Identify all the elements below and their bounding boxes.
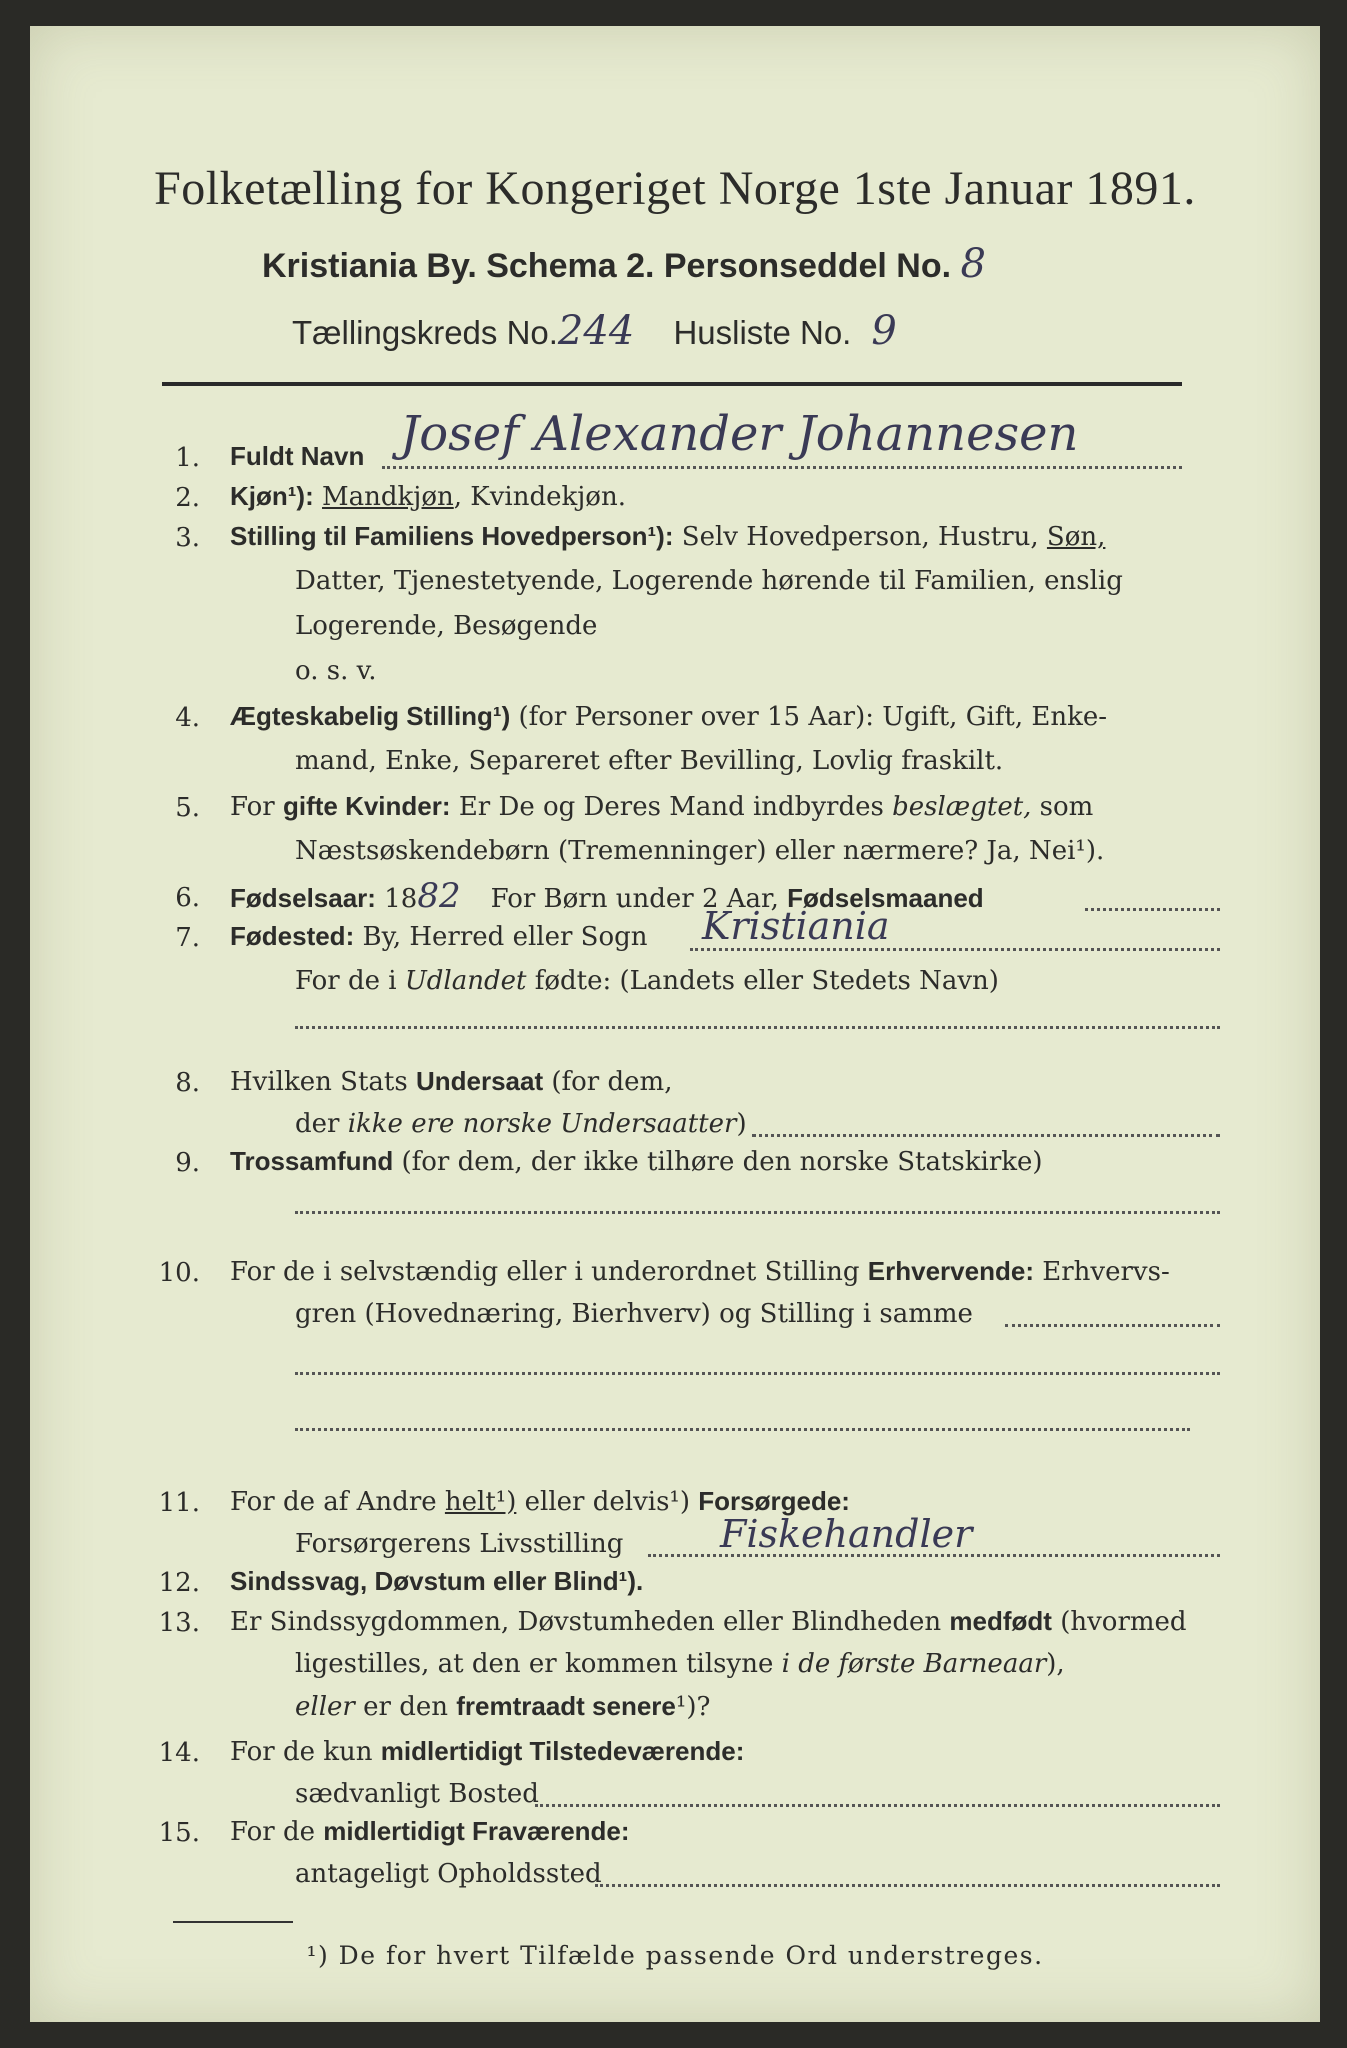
husliste-number: 9 — [871, 308, 897, 354]
dotted-line — [595, 1884, 1220, 1887]
personseddel-number: 8 — [960, 241, 986, 287]
header-rule — [162, 382, 1182, 386]
item-number: 15. — [158, 1818, 200, 1848]
item-number: 3. — [175, 523, 200, 553]
form-title: Folketælling for Kongeriget Norge 1ste Januar 1891. — [154, 162, 1196, 215]
kreds-number: 244 — [557, 308, 635, 354]
full-name-label: Fuldt Navn — [230, 441, 365, 471]
marital-text: mand, Enke, Separeret efter Bevilling, Lovlig fraskilt. — [295, 746, 1004, 776]
dotted-line — [295, 1211, 1220, 1214]
position-line: Stilling til Familiens Hovedperson¹): Selv Hovedperson, Hustru, Søn, — [230, 521, 1106, 552]
position-text: o. s. v. — [295, 656, 377, 686]
birthyear-line: Fødselsaar: 1882 For Børn under 2 Aar, Fødselsmaaned — [230, 876, 984, 916]
usual-residence-label: sædvanligt Bosted — [295, 1779, 539, 1809]
dotted-line — [1085, 908, 1220, 911]
form-subtitle: Kristiania By. Schema 2. Personseddel No. 8 — [262, 241, 986, 287]
footnote-rule — [173, 1921, 293, 1923]
provider-label: Forsørgerens Livsstilling — [295, 1529, 624, 1559]
dotted-line — [752, 1134, 1220, 1137]
census-form — [30, 26, 1320, 2022]
congenital-line-2: ligestilles, at den er kommen tilsyne i de første Barneaar), — [295, 1649, 1065, 1679]
temporary-present-line: For de kun midlertidigt Tilstedeværende: — [230, 1736, 745, 1767]
item-number: 6. — [175, 883, 200, 913]
disability-label: Sindssvag, Døvstum eller Blind¹). — [230, 1566, 644, 1596]
position-text: Datter, Tjenestetyende, Logerende hørende til Familien, enslig — [295, 566, 1123, 596]
district-line: Tællingskreds No.244 Husliste No. 9 — [292, 308, 897, 354]
item-number: 10. — [158, 1258, 200, 1288]
item-number: 1. — [175, 443, 200, 473]
dotted-line — [1005, 1324, 1220, 1327]
birth-year-value: 82 — [417, 876, 461, 916]
item-number: 2. — [175, 483, 200, 513]
item-number: 7. — [175, 923, 200, 953]
birthplace-line: Fødested: By, Herred eller Sogn — [230, 921, 648, 952]
subject-line: Hvilken Stats Undersaat (for dem, — [230, 1066, 673, 1097]
position-text: Logerende, Besøgende — [295, 611, 598, 641]
congenital-line-3: eller er den fremtraadt senere¹)? — [295, 1691, 711, 1722]
religion-line: Trossamfund (for dem, der ikke tilhøre den norske Statskirke) — [230, 1146, 1043, 1177]
supported-line: For de af Andre helt¹) eller delvis¹) Forsørgede: — [230, 1486, 850, 1517]
dotted-line — [690, 948, 1220, 951]
full-name-value: Josef Alexander Johannesen — [400, 406, 1079, 462]
married-women-line: For gifte Kvinder: Er De og Deres Mand indbyrdes beslægtet, som — [230, 791, 1094, 822]
dotted-line — [295, 1372, 1220, 1375]
subject-line-2: der ikke ere norske Undersaatter) — [295, 1109, 747, 1139]
congenital-line: Er Sindssygdommen, Døvstumheden eller Blindheden medfødt (hvormed — [230, 1606, 1187, 1637]
footnote: ¹) De for hvert Tilfælde passende Ord understreges. — [306, 1941, 1044, 1970]
abode-label: antageligt Opholdssted — [295, 1859, 602, 1889]
item-number: 9. — [175, 1148, 200, 1178]
sex-line: Kjøn¹): Mandkjøn, Kvindekjøn. — [230, 481, 626, 512]
item-number: 12. — [158, 1568, 200, 1598]
temporary-absent-line: For de midlertidigt Fraværende: — [230, 1816, 630, 1847]
marital-line: Ægteskabelig Stilling¹) (for Personer over 15 Aar): Ugift, Gift, Enke- — [230, 701, 1108, 732]
occupation-text: gren (Hovednæring, Bierhverv) og Stilling i samme — [295, 1299, 973, 1329]
birthplace-value: Kristiania — [702, 904, 890, 948]
provider-occupation-value: Fiskehandler — [720, 1512, 973, 1556]
occupation-line: For de i selvstændig eller i underordnet Stilling Erhvervende: Erhvervs- — [230, 1256, 1170, 1287]
dotted-line — [382, 466, 1182, 469]
married-women-text: Næstsøskendebørn (Tremenninger) eller nærmere? Ja, Nei¹). — [295, 836, 1105, 866]
item-number: 5. — [175, 793, 200, 823]
foreign-born-line: For de i Udlandet fødte: (Landets eller Stedets Navn) — [295, 966, 999, 996]
item-number: 4. — [175, 703, 200, 733]
item-number: 13. — [158, 1608, 200, 1638]
dotted-line — [535, 1804, 1220, 1807]
item-number: 14. — [158, 1738, 200, 1768]
dotted-line — [295, 1428, 1190, 1431]
dotted-line — [295, 1026, 1220, 1029]
item-number: 11. — [158, 1488, 200, 1518]
item-number: 8. — [175, 1068, 200, 1098]
